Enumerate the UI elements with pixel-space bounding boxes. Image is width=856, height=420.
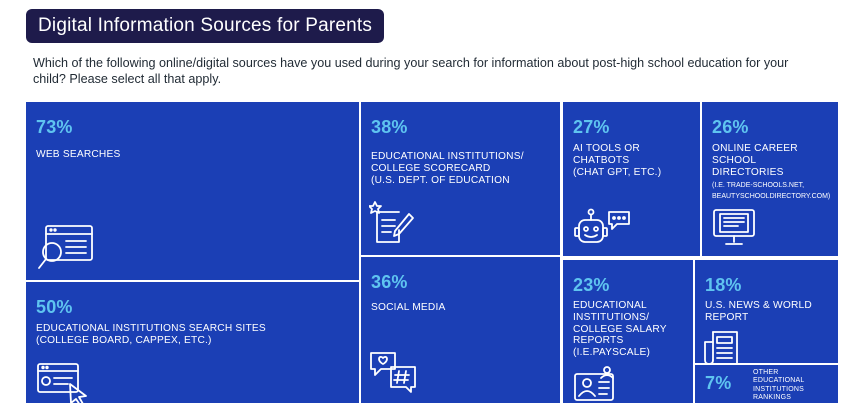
tile-label: OTHER EDUCATIONAL INSTITUTIONS RANKINGS — [753, 369, 805, 401]
tile-label: WEB SEARCHES — [36, 149, 121, 160]
percent-value: 27% — [573, 117, 610, 137]
tile-label: U.S. NEWS & WORLD REPORT — [705, 300, 812, 323]
percent-value: 18% — [705, 275, 742, 295]
survey-question: Which of the following online/digital sources have you used during your search for information about post-high school education for your child? Please select all that apply. — [33, 56, 789, 86]
percent-value: 7% — [705, 373, 732, 393]
treemap-tile — [561, 258, 695, 405]
treemap-tile — [359, 255, 562, 405]
percent-value: 73% — [36, 117, 73, 137]
robot-chat-icon — [573, 208, 633, 256]
newspaper-icon — [703, 328, 743, 366]
percent-value: 50% — [36, 297, 73, 317]
tile-label: EDUCATIONAL INSTITUTIONS/ COLLEGE SALARY REPORTS (I.E.PAYSCALE) — [573, 300, 667, 359]
percent-value: 23% — [573, 275, 610, 295]
treemap-tile — [359, 100, 562, 258]
treemap-tile — [24, 100, 361, 282]
percent-value: 26% — [712, 117, 749, 137]
browser-click-icon — [36, 362, 92, 405]
tile-label: EDUCATIONAL INSTITUTIONS SEARCH SITES (COLLEGE BOARD, CAPPEX, ETC.) — [36, 323, 266, 346]
tile-label: ONLINE CAREER SCHOOL DIRECTORIES — [712, 143, 798, 178]
chat-hashtag-icon — [369, 349, 419, 393]
document-pencil-icon — [369, 200, 417, 246]
tile-label: EDUCATIONAL INSTITUTIONS/ COLLEGE SCORECARD (U.S. DEPT. OF EDUCATION — [371, 151, 524, 186]
tile-label: SOCIAL MEDIA — [371, 302, 446, 313]
tile-label: AI TOOLS OR CHATBOTS (CHAT GPT, ETC.) — [573, 143, 662, 178]
web-search-icon — [36, 222, 96, 274]
treemap-tile — [561, 100, 702, 258]
treemap-tile — [700, 100, 840, 258]
treemap-tile — [693, 258, 840, 366]
tile-sublabel: (I.E. TRADE-SCHOOLS.NET, BEAUTYSCHOOLDIRECTORY.COM) — [712, 182, 831, 200]
percent-value: 36% — [371, 272, 408, 292]
treemap-tile — [24, 280, 361, 405]
profile-card-icon — [573, 366, 623, 404]
chart-title: Digital Information Sources for Parents — [26, 9, 384, 43]
treemap-tile — [693, 363, 840, 405]
monitor-icon — [712, 208, 756, 248]
percent-value: 38% — [371, 117, 408, 137]
